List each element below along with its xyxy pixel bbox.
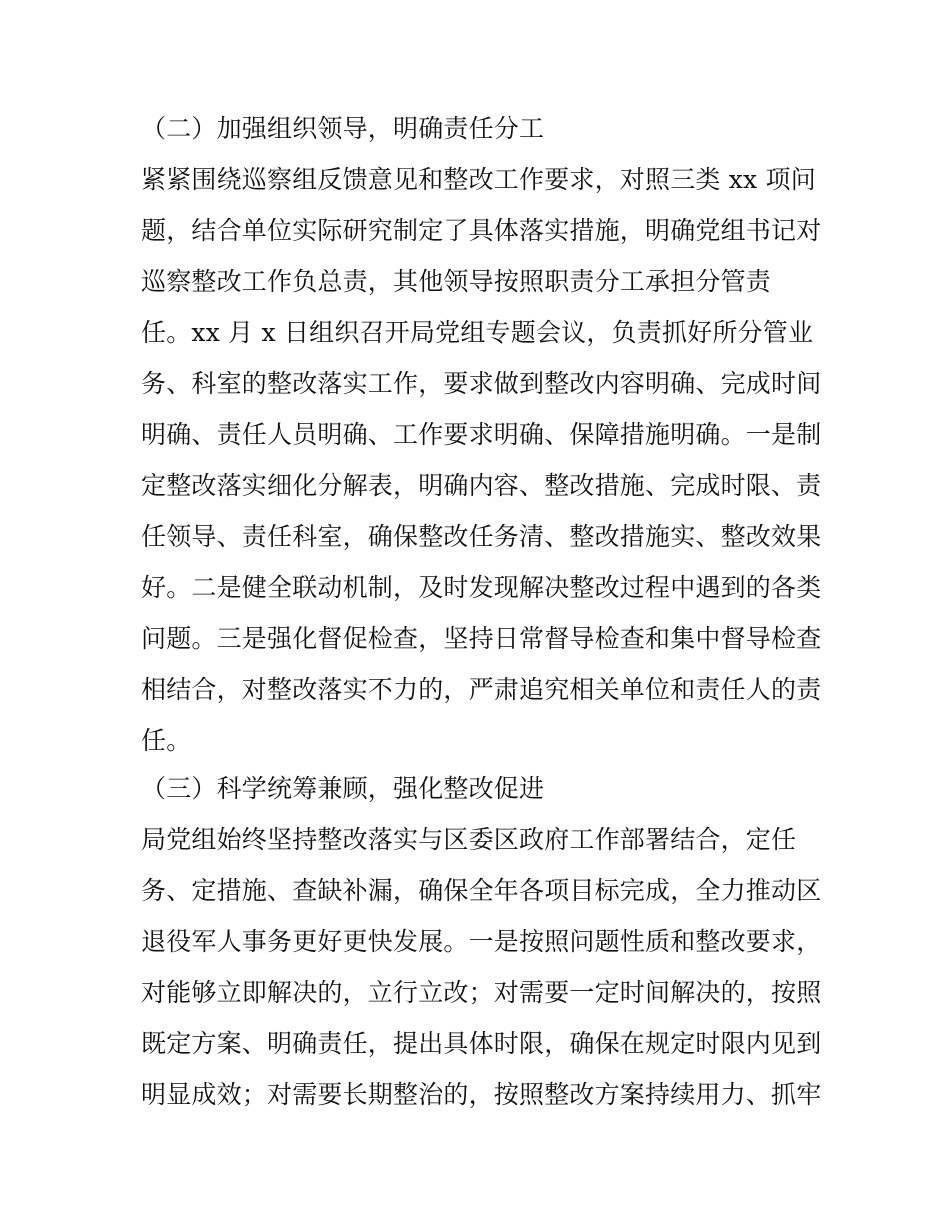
paragraph-line: 任。xx 月 x 日组织召开局党组专题会议，负责抓好所分管业 bbox=[141, 318, 814, 347]
section-2-heading: （二）加强组织领导，明确责任分工 bbox=[141, 114, 545, 143]
paragraph-line: 问题。三是强化督促检查，坚持日常督导检查和集中督导检查 bbox=[141, 624, 822, 653]
paragraph-line: 明确、责任人员明确、工作要求明确、保障措施明确。一是制 bbox=[141, 420, 822, 449]
paragraph-line: 相结合，对整改落实不力的，严肃追究相关单位和责任人的责 bbox=[141, 675, 822, 704]
paragraph-line: 任。 bbox=[141, 726, 192, 755]
paragraph-line: 题，结合单位实际研究制定了具体落实措施，明确党组书记对 bbox=[141, 216, 822, 245]
paragraph-line: 明显成效；对需要长期整治的，按照整改方案持续用力、抓牢 bbox=[141, 1080, 822, 1109]
paragraph-line: 既定方案、明确责任，提出具体时限，确保在规定时限内见到 bbox=[141, 1029, 822, 1058]
paragraph-line: 好。二是健全联动机制，及时发现解决整改过程中遇到的各类 bbox=[141, 573, 822, 602]
paragraph-line: 局党组始终坚持整改落实与区委区政府工作部署结合，定任 bbox=[141, 825, 797, 854]
paragraph-line: 务、定措施、查缺补漏，确保全年各项目标完成，全力推动区 bbox=[141, 876, 822, 905]
section-3-heading: （三）科学统筹兼顾，强化整改促进 bbox=[141, 774, 545, 803]
paragraph-line: 巡察整改工作负总责，其他领导按照职责分工承担分管责 bbox=[141, 267, 772, 296]
paragraph-line: 定整改落实细化分解表，明确内容、整改措施、完成时限、责 bbox=[141, 471, 822, 500]
paragraph-line: 对能够立即解决的，立行立改；对需要一定时间解决的，按照 bbox=[141, 978, 822, 1007]
paragraph-line: 务、科室的整改落实工作，要求做到整改内容明确、完成时间 bbox=[141, 369, 822, 398]
paragraph-line: 退役军人事务更好更快发展。一是按照问题性质和整改要求， bbox=[141, 927, 822, 956]
paragraph-line: 任领导、责任科室，确保整改任务清、整改措施实、整改效果 bbox=[141, 522, 822, 551]
paragraph-line: 紧紧围绕巡察组反馈意见和整改工作要求，对照三类 xx 项问 bbox=[141, 165, 816, 194]
